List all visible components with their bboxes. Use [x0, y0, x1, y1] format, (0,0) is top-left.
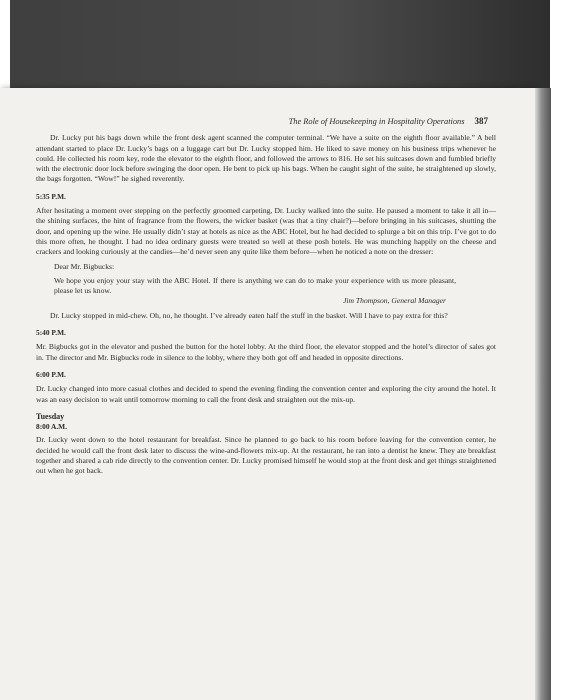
paragraph-5: Dr. Lucky changed into more casual clothes and decided to spend the evening finding the convention center and exploring the city around the hotel. It was an easy decision to wait until tomorrow morning to call the front desk and straighten out the mix-up.	[36, 384, 496, 404]
paragraph-6: Dr. Lucky went down to the hotel restaurant for breakfast. Since he planned to go back to his room before leaving for the convention center, he decided he would call the front desk later to discuss the wine-and-flowers mix-up. At the restaurant, he ran into a dentist he knew. They ate breakfast together and shared a cab ride directly to the convention center. Dr. Lucky promised himself he would stop at the front desk and get things straightened out when he got back.	[36, 435, 496, 476]
note-salutation: Dear Mr. Bigbucks:	[54, 261, 115, 271]
time-heading-1: 5:35 P.M.	[36, 191, 66, 201]
paragraph-4: Mr. Bigbucks got in the elevator and pushed the button for the hotel lobby. At the third floor, the elevator stopped and the hotel’s director of sales got in. The director and Mr. Bigbucks rode in silence to the lobby, where they both got off and headed in opposite directions.	[36, 342, 496, 362]
page-number: 387	[474, 116, 488, 126]
book-page	[0, 88, 535, 700]
paragraph-3: Dr. Lucky stopped in mid-chew. Oh, no, he thought. I’ve already eaten half the stuff in the basket. Will I have to pay extra for this?	[50, 310, 448, 320]
hotel-note	[54, 262, 496, 307]
note-body: We hope you enjoy your stay with the ABC Hotel. If there is anything we can do to make your experience with us more pleasant, please let us know.	[54, 275, 456, 296]
page-content	[36, 116, 496, 477]
time-heading-3: 6:00 P.M.	[36, 369, 66, 379]
time-heading-2: 5:40 P.M.	[36, 328, 66, 338]
note-signature: Jim Thompson, General Manager	[343, 296, 446, 306]
day-heading: Tuesday	[36, 411, 65, 421]
running-head	[36, 116, 496, 127]
paragraph-2: After hesitating a moment over stepping on the perfectly groomed carpeting, Dr. Lucky walked into the suite. He paused a moment to take it all in—the shining surfaces, the hint of fragrance from the flowers, the wicker basket (was that a tiny chair?)—before bringing in his suitcases, shutting the door, and opening up the wine. He usually didn’t stay at hotels as nice as the ABC Hotel, but he had decided to splurge a bit on this trip. I’ve got to do this more often, he thought. I had no idea ordinary guests were treated so well at these posh hotels. He was munching happily on the cheese and crackers and looking curiously at the candies—he’d never seen any quite like them before—when he noticed a note on the dresser:	[36, 206, 496, 257]
time-heading-4: 8:00 A.M.	[36, 422, 67, 432]
paragraph-1: Dr. Lucky put his bags down while the front desk agent scanned the computer terminal. “We have a suite on the eighth floor available.” A bell attendant started to place Dr. Lucky’s bags on a luggage cart but Dr. Lucky stopped him. He liked to save money on his business trips whenever he could. He collected his room key, rode the elevator to the eighth floor, and followed the arrows to 816. He set his suitcases down and fumbled briefly with the electronic door lock before swinging the door open. He bent to pick up his bags. When he caught sight of the suite, he straightened up slowly, the bags forgotten. “Wow!” he sighed reverently.	[36, 133, 496, 184]
running-title: The Role of Housekeeping in Hospitality Operations	[288, 117, 465, 126]
